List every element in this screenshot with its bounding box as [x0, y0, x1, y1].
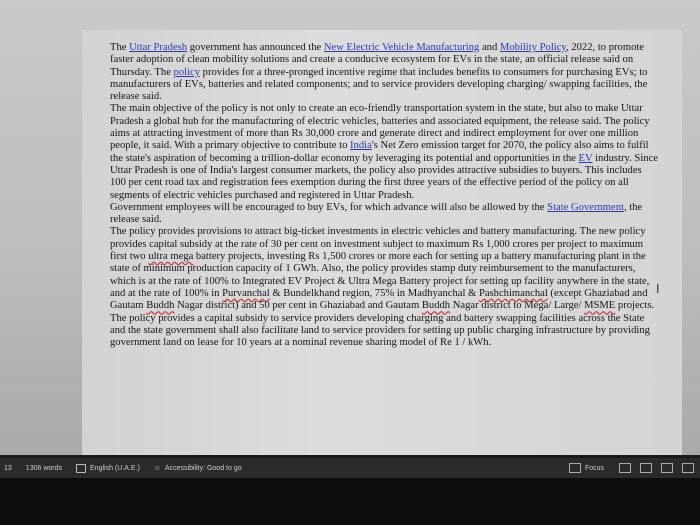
hyperlink[interactable]: State Government: [547, 201, 624, 213]
page-indicator[interactable]: 13: [4, 464, 12, 472]
hyperlink[interactable]: Mobility Policy: [499, 42, 567, 53]
spelling-flag[interactable]: Pashchimanchal: [478, 287, 548, 299]
body-text-run: 's Net Zero emission target for 2070, the policy also aims to fulfil the state's aspiration of becoming a trillion-dollar economy by leveraging its potential and opportunities in the: [110, 140, 649, 164]
hyperlink[interactable]: policy: [173, 66, 201, 78]
web-layout-icon[interactable]: [640, 463, 652, 473]
accessibility-label: Accessibility: Good to go: [164, 464, 242, 472]
proofing-item[interactable]: [76, 464, 140, 473]
body-text-run: Nagar district) and 50 per cent in Ghaziabad and Gautam: [174, 300, 422, 312]
focus-icon: [569, 463, 581, 473]
body-text-run: The main objective of the policy is not only to create an eco-friendly transportation system in the state, but also to make Uttar Pradesh a global hub for the manufacturing of electric vehicles, batteries and associated equipment, the release said. The policy aims at attracting investment of more than Rs 30,000 crore and generate direct and indirect employment for over one million people, it said. With a primary objective to contribute to: [110, 103, 650, 152]
view-tools: [569, 463, 694, 473]
text-cursor-icon: I: [656, 282, 660, 296]
focus-button[interactable]: [569, 463, 604, 473]
body-text-run: The policy provides a capital subsidy to service providers developing charging and battery swapping facilities across the State and the state government shall also facilitate land to service providers for setting up public charging infrastructure by providing government land on lease for 10 years at a nominal revenue sharing model of Re 1 / kWh.: [110, 312, 650, 349]
body-text-run: Government employees will be encouraged to buy EVs, for which advance will also be allowed by the: [110, 201, 548, 213]
hyperlink[interactable]: EV: [578, 152, 593, 164]
body-text-run: industry. Since Uttar Pradesh is one of India's largest consumer markets, the policy also provides attractive subsidies to buyers. This includes 100 per cent road tax and registration fees exemption during the first three years of the effective period of the policy on all segments of electric vehicles purchased and registered in Uttar Pradesh.: [110, 152, 658, 201]
read-mode-icon[interactable]: [661, 463, 673, 473]
hyperlink[interactable]: New Electric Vehicle Manufacturing: [323, 42, 480, 53]
body-text-run: projects.: [615, 300, 655, 312]
body-text-run: , 2022, to promote faster adoption of clean mobility solutions and create a conducive ecosystem for EVs in the state, an official release said on Thursday. The: [110, 42, 645, 78]
body-text-run: Nagar district to Mega/ Large/: [450, 300, 585, 312]
print-layout-icon[interactable]: [619, 463, 631, 473]
body-text-run: & Bundelkhand region, 75% in Madhyanchal &: [269, 287, 479, 299]
outline-view-icon[interactable]: [682, 463, 694, 473]
spelling-flag[interactable]: Purvanchal: [222, 287, 270, 299]
body-text-run: (except Ghaziabad and Gautam: [110, 287, 648, 312]
word-count[interactable]: 1306 words: [25, 464, 62, 472]
spelling-flag[interactable]: ultra mega: [148, 251, 194, 263]
body-text-run: provides for a three-pronged incentive regime that includes benefits to consumers for purchasing EVs; to manufacturers of EVs, batteries and related components; and to service providers developing charging/ swapping facilities, the release said.: [110, 66, 648, 103]
document-body[interactable]: [110, 42, 658, 349]
accessibility-icon: ☺: [153, 464, 161, 472]
hyperlink[interactable]: Uttar Pradesh: [129, 42, 188, 53]
body-text-run: The: [110, 42, 130, 53]
body-text-run: government has announced the: [187, 42, 324, 53]
body-text-run: The policy provides provisions to attract big-ticket investments in electric vehicles and battery manufacturing. The new policy provides capital subsidy at the rate of 30 per cent on investment subject to maximum Rs 1,000 crores per project to maximum first two: [110, 226, 646, 263]
status-bar: [0, 458, 700, 478]
spelling-flag[interactable]: Buddh: [421, 300, 451, 312]
body-text-run: battery projects, investing Rs 1,500 crores or more each for setting up a battery manufacturing plant in the state of minimum production capacity of 1 GWh. Also, the policy provides stamp duty reimbursement to the manufacturers, which is at the rate of 100% to Integrated EV Project & Ultra Mega Battery project for setting up facility anywhere in the state, and at the rate of 100% in: [110, 251, 650, 299]
language-label: English (U.A.E.): [90, 464, 140, 472]
accessibility-item[interactable]: [154, 465, 242, 472]
body-text-run: , the release said.: [110, 201, 643, 226]
proofing-icon: [76, 464, 86, 473]
hyperlink[interactable]: India: [350, 140, 372, 152]
focus-label: Focus: [584, 464, 604, 472]
body-text-run: and: [479, 42, 500, 53]
spelling-flag[interactable]: Buddh: [146, 300, 175, 312]
spelling-flag[interactable]: MSME: [584, 300, 616, 312]
screen-bezel: [0, 478, 700, 525]
